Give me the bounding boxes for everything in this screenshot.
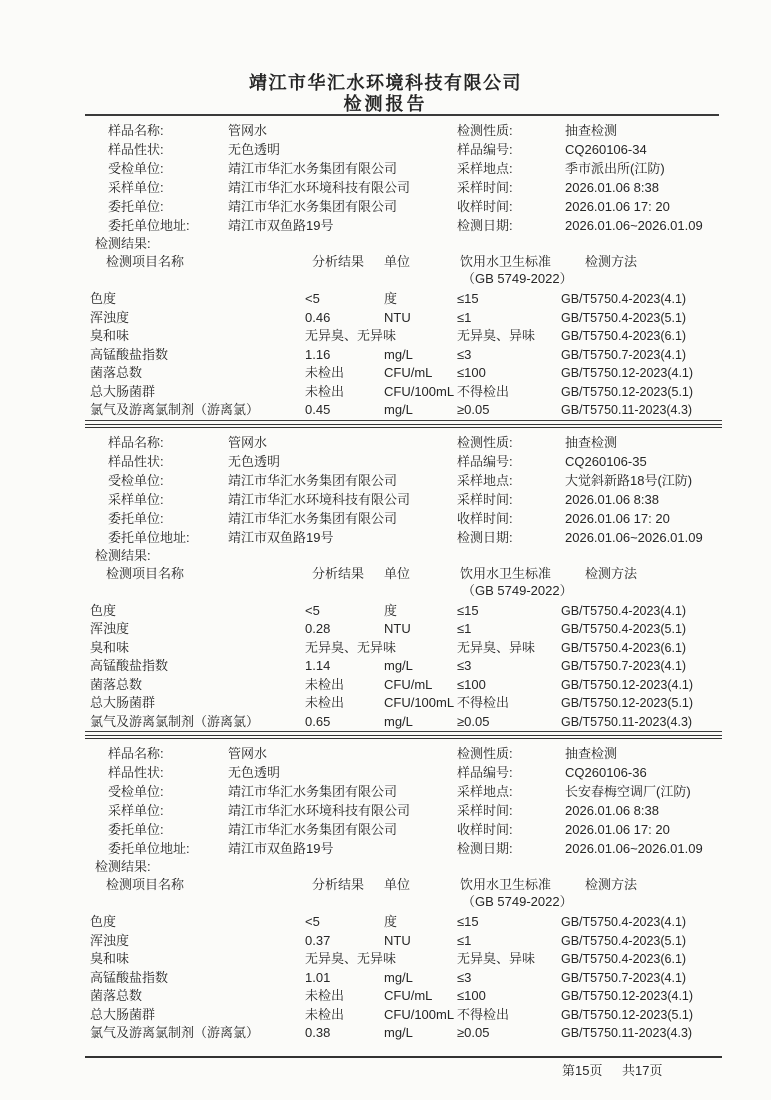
info-value-left: 靖江市双鱼路19号	[228, 529, 334, 545]
results-table	[0, 602, 771, 732]
cell-item: 菌落总数	[90, 365, 143, 380]
cell-result: 0.38	[305, 1025, 331, 1040]
col-method-header: 检测方法	[585, 877, 638, 892]
info-label-right: 检测性质:	[457, 434, 513, 450]
results-heading: 检测结果:	[95, 547, 151, 563]
info-row	[0, 528, 771, 547]
cell-item: 高锰酸盐指数	[90, 346, 169, 362]
cell-unit: NTU	[384, 621, 411, 636]
info-value-left: 靖江市华汇水环境科技有限公司	[228, 803, 411, 818]
cell-method: GB/T5750.12-2023(5.1)	[561, 1007, 694, 1022]
info-value-right: 长安春梅空调厂(江防)	[565, 784, 691, 799]
info-value-left: 靖江市华汇水务集团有限公司	[228, 472, 398, 488]
info-row	[0, 452, 771, 471]
info-row	[0, 159, 771, 178]
cell-result: 未检出	[305, 365, 345, 380]
table-row	[0, 327, 771, 346]
info-value-left: 靖江市华汇水务集团有限公司	[228, 784, 398, 799]
info-value-right: CQ260106-36	[565, 765, 647, 780]
table-header-subrow	[0, 894, 771, 911]
report-title: 检测报告	[343, 94, 428, 114]
info-label-left: 样品性状:	[108, 765, 164, 780]
col-result-header: 分析结果	[312, 565, 365, 581]
col-unit-header: 单位	[384, 877, 411, 892]
table-bottom-rule	[85, 731, 722, 732]
cell-method: GB/T5750.7-2023(4.1)	[561, 659, 687, 673]
info-label-right: 检测日期:	[457, 529, 513, 545]
info-label-right: 采样地点:	[457, 472, 513, 488]
info-label-left: 样品名称:	[108, 123, 164, 138]
cell-item: 色度	[90, 914, 117, 929]
cell-unit: mg/L	[384, 658, 413, 673]
info-value-left: 靖江市华汇水务集团有限公司	[228, 161, 398, 176]
cell-item: 浑浊度	[90, 932, 130, 948]
info-label-right: 采样时间:	[457, 491, 513, 507]
cell-standard: ≥0.05	[457, 402, 490, 417]
info-label-left: 委托单位地址:	[108, 218, 190, 233]
cell-result: 0.46	[305, 309, 331, 325]
footer-page-total: 共17页	[622, 1062, 663, 1078]
cell-standard: ≥0.05	[457, 1025, 490, 1040]
cell-unit: CFU/100mL	[384, 695, 455, 710]
cell-item: 氯气及游离氯制剂（游离氯）	[90, 713, 260, 729]
info-label-right: 样品编号:	[457, 765, 513, 780]
cell-unit: mg/L	[384, 402, 413, 417]
info-label-left: 采样单位:	[108, 491, 164, 507]
cell-method: GB/T5750.4-2023(5.1)	[561, 933, 687, 948]
info-row	[0, 178, 771, 197]
info-value-left: 无色透明	[228, 142, 281, 157]
table-row	[0, 602, 771, 621]
sample-info	[0, 744, 771, 858]
info-value-left: 管网水	[228, 434, 268, 450]
info-value-right: 2026.01.06 17: 20	[565, 822, 670, 837]
col-standard-subheader: （GB 5749-2022）	[462, 271, 573, 286]
cell-item: 高锰酸盐指数	[90, 658, 169, 673]
info-label-left: 样品名称:	[108, 746, 164, 761]
cell-result: 未检出	[305, 383, 345, 399]
col-result-header: 分析结果	[312, 254, 365, 269]
cell-result: 未检出	[305, 1006, 345, 1022]
cell-standard: ≤15	[457, 914, 479, 929]
cell-result: 1.14	[305, 658, 331, 673]
company-name: 靖江市华汇水环境科技有限公司	[249, 73, 522, 93]
table-row	[0, 1006, 771, 1025]
cell-method: GB/T5750.4-2023(4.1)	[561, 292, 687, 306]
info-value-right: CQ260106-34	[565, 142, 647, 157]
info-row	[0, 763, 771, 782]
info-value-right: 大觉斜新路18号(江防)	[565, 472, 693, 488]
cell-unit: NTU	[384, 309, 411, 325]
info-value-left: 靖江市双鱼路19号	[228, 218, 334, 233]
cell-result: 0.45	[305, 402, 331, 417]
info-row	[0, 216, 771, 235]
cell-item: 总大肠菌群	[90, 1006, 156, 1022]
cell-standard: ≤1	[457, 932, 472, 948]
cell-unit: mg/L	[384, 346, 413, 362]
cell-standard: 无异臭、异味	[457, 639, 536, 655]
cell-unit: CFU/mL	[384, 988, 433, 1003]
table-row	[0, 676, 771, 695]
info-value-left: 无色透明	[228, 765, 281, 780]
info-value-right: 2026.01.06 8:38	[565, 803, 659, 818]
cell-item: 高锰酸盐指数	[90, 969, 169, 985]
cell-method: GB/T5750.12-2023(4.1)	[561, 989, 694, 1003]
info-value-right: CQ260106-35	[565, 453, 647, 469]
info-row	[0, 509, 771, 528]
section-divider-rule	[85, 735, 722, 739]
cell-method: GB/T5750.4-2023(5.1)	[561, 310, 687, 325]
cell-item: 菌落总数	[90, 676, 143, 692]
col-standard-header: 饮用水卫生标准	[460, 565, 552, 581]
info-value-right: 抽查检测	[565, 746, 618, 761]
col-method-header: 检测方法	[585, 254, 638, 269]
table-row	[0, 913, 771, 932]
info-row	[0, 433, 771, 452]
info-label-left: 受检单位:	[108, 161, 164, 176]
cell-unit: CFU/100mL	[384, 1006, 455, 1022]
col-standard-header: 饮用水卫生标准	[460, 254, 552, 269]
info-label-left: 样品性状:	[108, 453, 164, 469]
cell-unit: mg/L	[384, 713, 413, 729]
info-row	[0, 744, 771, 763]
cell-standard: ≤3	[457, 658, 472, 673]
report-section	[0, 121, 771, 428]
cell-unit: CFU/100mL	[384, 383, 455, 399]
table-row	[0, 309, 771, 328]
results-heading: 检测结果:	[95, 236, 151, 251]
table-row	[0, 383, 771, 402]
info-value-left: 靖江市华汇水务集团有限公司	[228, 822, 398, 837]
cell-method: GB/T5750.4-2023(4.1)	[561, 915, 687, 929]
info-value-left: 无色透明	[228, 453, 281, 469]
report-section	[0, 744, 771, 1058]
info-label-left: 委托单位:	[108, 199, 164, 214]
cell-item: 氯气及游离氯制剂（游离氯）	[90, 1025, 260, 1040]
info-label-left: 委托单位地址:	[108, 841, 190, 856]
info-label-right: 采样时间:	[457, 803, 513, 818]
cell-standard: ≤15	[457, 602, 479, 618]
cell-result: 未检出	[305, 676, 345, 692]
cell-method: GB/T5750.11-2023(4.3)	[561, 1026, 693, 1040]
cell-method: GB/T5750.11-2023(4.3)	[561, 403, 693, 417]
cell-method: GB/T5750.12-2023(4.1)	[561, 677, 694, 692]
col-item-header: 检测项目名称	[106, 254, 185, 269]
cell-standard: 无异臭、异味	[457, 328, 536, 343]
cell-item: 色度	[90, 602, 117, 618]
table-row	[0, 694, 771, 713]
info-label-left: 样品性状:	[108, 142, 164, 157]
info-label-left: 受检单位:	[108, 472, 164, 488]
cell-result: <5	[305, 914, 320, 929]
cell-standard: ≤100	[457, 676, 486, 692]
cell-result: 0.65	[305, 713, 331, 729]
info-row	[0, 801, 771, 820]
info-row	[0, 197, 771, 216]
cell-result: <5	[305, 291, 320, 306]
col-item-header: 检测项目名称	[106, 565, 185, 581]
info-label-left: 委托单位:	[108, 822, 164, 837]
cell-method: GB/T5750.4-2023(6.1)	[561, 640, 687, 655]
cell-item: 臭和味	[90, 951, 130, 966]
cell-result: 未检出	[305, 695, 345, 710]
info-value-right: 抽查检测	[565, 434, 618, 450]
title-rule	[85, 114, 719, 116]
table-header-row	[0, 875, 771, 894]
col-unit-header: 单位	[384, 565, 411, 581]
info-label-right: 采样地点:	[457, 161, 513, 176]
info-label-left: 采样单位:	[108, 803, 164, 818]
info-label-left: 受检单位:	[108, 784, 164, 799]
info-value-right: 2026.01.06~2026.01.09	[565, 218, 703, 233]
cell-method: GB/T5750.12-2023(4.1)	[561, 366, 694, 380]
cell-standard: 不得检出	[457, 1006, 510, 1022]
table-row	[0, 950, 771, 969]
table-header-subrow	[0, 583, 771, 600]
table-row	[0, 290, 771, 309]
cell-item: 色度	[90, 291, 117, 306]
cell-standard: ≤3	[457, 346, 472, 362]
col-result-header: 分析结果	[312, 877, 365, 892]
info-row	[0, 839, 771, 858]
cell-standard: ≤1	[457, 621, 472, 636]
info-label-right: 采样时间:	[457, 180, 513, 195]
info-value-left: 靖江市华汇水环境科技有限公司	[228, 180, 411, 195]
info-value-right: 2026.01.06~2026.01.09	[565, 529, 703, 545]
table-row	[0, 987, 771, 1006]
cell-item: 臭和味	[90, 639, 130, 655]
cell-method: GB/T5750.7-2023(4.1)	[561, 970, 687, 985]
info-label-left: 委托单位:	[108, 510, 164, 526]
cell-item: 总大肠菌群	[90, 695, 156, 710]
cell-unit: 度	[384, 914, 398, 929]
info-label-right: 收样时间:	[457, 822, 513, 837]
info-label-right: 采样地点:	[457, 784, 513, 799]
info-value-right: 2026.01.06 8:38	[565, 180, 659, 195]
table-row	[0, 713, 771, 732]
cell-method: GB/T5750.4-2023(4.1)	[561, 603, 687, 618]
info-label-right: 检测性质:	[457, 746, 513, 761]
cell-standard: 无异臭、异味	[457, 951, 536, 966]
cell-result: 0.28	[305, 621, 331, 636]
info-value-left: 靖江市华汇水务集团有限公司	[228, 199, 398, 214]
cell-item: 臭和味	[90, 328, 130, 343]
table-header-subrow	[0, 271, 771, 288]
cell-result: 无异臭、无异味	[305, 951, 397, 966]
info-value-right: 2026.01.06 17: 20	[565, 510, 670, 526]
table-row	[0, 639, 771, 658]
info-value-right: 2026.01.06~2026.01.09	[565, 841, 703, 856]
info-value-right: 季市派出所(江防)	[565, 161, 665, 176]
cell-unit: 度	[384, 291, 398, 306]
info-value-right: 2026.01.06 8:38	[565, 491, 659, 507]
table-bottom-rule	[85, 420, 722, 421]
table-header-row	[0, 252, 771, 271]
col-standard-subheader: （GB 5749-2022）	[462, 582, 573, 598]
info-value-right: 抽查检测	[565, 123, 618, 138]
cell-method: GB/T5750.4-2023(5.1)	[561, 622, 687, 636]
info-value-left: 管网水	[228, 123, 268, 138]
info-label-right: 检测日期:	[457, 218, 513, 233]
cell-unit: 度	[384, 602, 398, 618]
sample-info	[0, 121, 771, 235]
cell-standard: ≤100	[457, 365, 486, 380]
page-footer	[0, 1062, 771, 1080]
info-label-left: 采样单位:	[108, 180, 164, 195]
info-row	[0, 782, 771, 801]
info-row	[0, 820, 771, 839]
cell-item: 浑浊度	[90, 621, 130, 636]
results-table	[0, 913, 771, 1043]
col-standard-header: 饮用水卫生标准	[460, 877, 552, 892]
cell-standard: 不得检出	[457, 383, 510, 399]
info-label-right: 检测性质:	[457, 123, 513, 138]
cell-result: 1.01	[305, 969, 331, 985]
cell-item: 浑浊度	[90, 309, 130, 325]
cell-standard: ≤3	[457, 969, 472, 985]
info-value-left: 管网水	[228, 746, 268, 761]
info-label-right: 样品编号:	[457, 142, 513, 157]
table-row	[0, 346, 771, 365]
col-unit-header: 单位	[384, 254, 411, 269]
col-standard-subheader: （GB 5749-2022）	[462, 894, 573, 909]
cell-standard: ≤1	[457, 309, 472, 325]
info-label-right: 收样时间:	[457, 510, 513, 526]
info-row	[0, 140, 771, 159]
footer-page-number: 第15页	[562, 1062, 603, 1078]
info-value-left: 靖江市华汇水环境科技有限公司	[228, 491, 411, 507]
table-row	[0, 969, 771, 988]
cell-method: GB/T5750.7-2023(4.1)	[561, 347, 687, 362]
cell-standard: ≤15	[457, 291, 479, 306]
info-label-left: 样品名称:	[108, 434, 164, 450]
info-row	[0, 471, 771, 490]
cell-result: 未检出	[305, 988, 345, 1003]
cell-result: 无异臭、无异味	[305, 328, 397, 343]
info-label-right: 样品编号:	[457, 453, 513, 469]
cell-method: GB/T5750.12-2023(5.1)	[561, 696, 694, 710]
table-row	[0, 620, 771, 639]
cell-method: GB/T5750.11-2023(4.3)	[561, 714, 693, 729]
cell-method: GB/T5750.4-2023(6.1)	[561, 952, 687, 966]
cell-result: 0.37	[305, 932, 331, 948]
cell-result: 无异臭、无异味	[305, 639, 397, 655]
table-row	[0, 364, 771, 383]
cell-unit: CFU/mL	[384, 676, 433, 692]
info-row	[0, 121, 771, 140]
report-header	[0, 72, 771, 114]
info-label-right: 收样时间:	[457, 199, 513, 214]
cell-result: <5	[305, 602, 320, 618]
content	[0, 121, 771, 1080]
section-divider-rule	[85, 424, 722, 428]
cell-standard: 不得检出	[457, 695, 510, 710]
results-table	[0, 290, 771, 420]
cell-method: GB/T5750.4-2023(6.1)	[561, 329, 687, 343]
info-value-left: 靖江市双鱼路19号	[228, 841, 334, 856]
report-section	[0, 433, 771, 740]
cell-unit: NTU	[384, 932, 411, 948]
cell-unit: mg/L	[384, 969, 413, 985]
table-row	[0, 401, 771, 420]
table-row	[0, 1024, 771, 1043]
cell-result: 1.16	[305, 346, 331, 362]
info-value-left: 靖江市华汇水务集团有限公司	[228, 510, 398, 526]
cell-item: 氯气及游离氯制剂（游离氯）	[90, 402, 260, 417]
cell-standard: ≤100	[457, 988, 486, 1003]
cell-unit: mg/L	[384, 1025, 413, 1040]
table-row	[0, 932, 771, 951]
info-value-right: 2026.01.06 17: 20	[565, 199, 670, 214]
info-row	[0, 490, 771, 509]
sample-info	[0, 433, 771, 547]
section-divider-rule	[85, 1056, 722, 1058]
info-label-right: 检测日期:	[457, 841, 513, 856]
col-item-header: 检测项目名称	[106, 877, 185, 892]
col-method-header: 检测方法	[585, 565, 638, 581]
table-header-row	[0, 564, 771, 583]
cell-item: 菌落总数	[90, 988, 143, 1003]
cell-standard: ≥0.05	[457, 713, 490, 729]
cell-item: 总大肠菌群	[90, 383, 156, 399]
info-label-left: 委托单位地址:	[108, 529, 190, 545]
cell-unit: CFU/mL	[384, 365, 433, 380]
table-row	[0, 657, 771, 676]
cell-method: GB/T5750.12-2023(5.1)	[561, 384, 694, 399]
results-heading: 检测结果:	[95, 859, 151, 874]
